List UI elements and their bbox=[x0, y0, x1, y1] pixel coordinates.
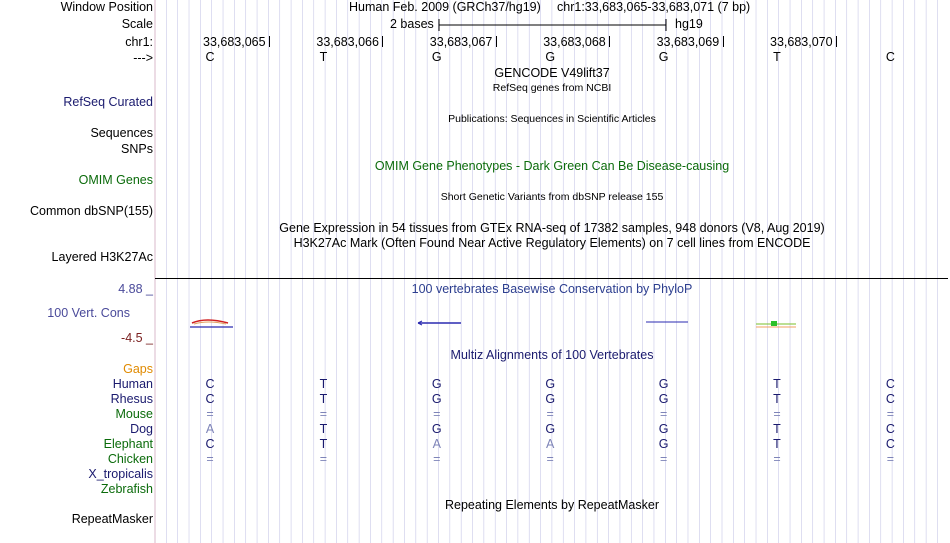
species-label-rhesus[interactable]: Rhesus bbox=[110, 392, 153, 406]
alignment-base: T bbox=[319, 437, 328, 451]
reference-base: C bbox=[885, 50, 895, 64]
sequences-label[interactable]: Sequences bbox=[90, 126, 153, 140]
alignment-base: G bbox=[431, 377, 442, 391]
coordinate-tick bbox=[496, 36, 497, 47]
coordinate-tick-label: 33,683,065 bbox=[203, 35, 266, 49]
dbsnp-track-title: Short Genetic Variants from dbSNP release 155 bbox=[440, 191, 664, 203]
alignment-base: = bbox=[659, 452, 668, 466]
publications-track-title: Publications: Sequences in Scientific Articles bbox=[448, 113, 656, 125]
refseq-curated-label[interactable]: RefSeq Curated bbox=[63, 95, 153, 109]
phylop-max-label: 4.88 _ bbox=[118, 282, 153, 296]
scale-bar bbox=[438, 18, 668, 32]
reference-base: G bbox=[545, 50, 556, 64]
reference-base: C bbox=[205, 50, 215, 64]
alignment-base: G bbox=[658, 392, 669, 406]
alignment-base: A bbox=[546, 437, 555, 451]
scale-db: hg19 bbox=[675, 17, 703, 31]
alignment-base: T bbox=[773, 437, 781, 451]
omim-track-title: OMIM Gene Phenotypes - Dark Green Can Be Disease-causing bbox=[374, 159, 730, 173]
coordinate-tick bbox=[269, 36, 270, 47]
alignment-base: T bbox=[319, 377, 328, 391]
alignment-base: T bbox=[319, 422, 328, 436]
alignment-base: T bbox=[773, 377, 781, 391]
alignment-base: G bbox=[545, 377, 556, 391]
coordinate-tick bbox=[382, 36, 383, 47]
species-label-chicken[interactable]: Chicken bbox=[107, 452, 153, 466]
alignment-base: = bbox=[659, 407, 668, 421]
alignment-base: = bbox=[773, 407, 781, 421]
alignment-base: T bbox=[319, 392, 328, 406]
species-label-human[interactable]: Human bbox=[112, 377, 153, 391]
common-dbsnp-label[interactable]: Common dbSNP(155) bbox=[30, 204, 153, 218]
alignment-base: T bbox=[773, 422, 781, 436]
alignment-base: = bbox=[546, 407, 554, 421]
alignment-base: C bbox=[205, 392, 215, 406]
strand-label[interactable]: ---> bbox=[133, 51, 153, 65]
scale-text: 2 bases bbox=[390, 17, 434, 31]
coordinate-tick-label: 33,683,069 bbox=[656, 35, 720, 49]
omim-genes-label[interactable]: OMIM Genes bbox=[78, 173, 153, 187]
alignment-base: = bbox=[433, 407, 441, 421]
alignment-base: G bbox=[431, 392, 442, 406]
alignment-base: = bbox=[546, 452, 554, 466]
coordinate-tick bbox=[723, 36, 724, 47]
gtex-track-title: Gene Expression in 54 tissues from GTEx RNA-seq of 17382 samples, 948 donors (V8, Aug 2019) bbox=[279, 221, 825, 235]
coordinate-tick bbox=[836, 36, 837, 47]
coordinate-tick-label: 33,683,070 bbox=[770, 35, 833, 49]
coordinate-tick bbox=[609, 36, 610, 47]
repeatmasker-track-title: Repeating Elements by RepeatMasker bbox=[444, 498, 660, 512]
gencode-track-title[interactable]: GENCODE V49lift37 bbox=[494, 66, 610, 80]
snps-label[interactable]: SNPs bbox=[121, 142, 153, 156]
alignment-base: C bbox=[885, 392, 895, 406]
multiz-track-title: Multiz Alignments of 100 Vertebrates bbox=[450, 348, 654, 362]
phylop-wiggle-plot bbox=[156, 314, 948, 334]
assembly-label: Human Feb. 2009 (GRCh37/hg19) bbox=[349, 0, 541, 14]
coordinate-tick-label: 33,683,068 bbox=[543, 35, 606, 49]
refseq-track-subtitle: RefSeq genes from NCBI bbox=[492, 82, 612, 94]
chrom-label: chr1: bbox=[125, 35, 153, 49]
species-label-dog[interactable]: Dog bbox=[130, 422, 153, 436]
scale-label: Scale bbox=[121, 17, 153, 31]
alignment-base: C bbox=[205, 377, 215, 391]
alignment-base: = bbox=[319, 407, 328, 421]
gaps-label[interactable]: Gaps bbox=[123, 362, 153, 376]
species-label-elephant[interactable]: Elephant bbox=[103, 437, 153, 451]
phylop-track-label[interactable]: 100 Vert. Cons bbox=[47, 306, 130, 320]
alignment-base: G bbox=[658, 437, 669, 451]
coordinate-tick-label: 33,683,067 bbox=[429, 35, 493, 49]
alignment-base: = bbox=[886, 452, 895, 466]
alignment-base: = bbox=[206, 452, 214, 466]
track-divider bbox=[155, 278, 948, 279]
alignment-base: C bbox=[885, 377, 895, 391]
alignment-base: = bbox=[206, 407, 214, 421]
alignment-base: T bbox=[773, 392, 781, 406]
alignment-base: G bbox=[431, 422, 442, 436]
reference-base: T bbox=[319, 50, 328, 64]
alignment-base: = bbox=[773, 452, 781, 466]
alignment-base: G bbox=[658, 377, 669, 391]
reference-base: G bbox=[431, 50, 442, 64]
species-label-x_tropicalis[interactable]: X_tropicalis bbox=[88, 467, 153, 481]
repeatmasker-label[interactable]: RepeatMasker bbox=[71, 512, 153, 526]
alignment-base: = bbox=[433, 452, 441, 466]
phylop-track-title: 100 vertebrates Basewise Conservation by PhyloP bbox=[411, 282, 693, 296]
species-label-mouse[interactable]: Mouse bbox=[115, 407, 153, 421]
alignment-base: = bbox=[319, 452, 328, 466]
alignment-base: G bbox=[545, 392, 556, 406]
window-position-label: Window Position bbox=[60, 0, 153, 14]
alignment-base: C bbox=[885, 437, 895, 451]
position-readout[interactable]: chr1:33,683,065-33,683,071 (7 bp) bbox=[557, 0, 751, 14]
alignment-base: A bbox=[205, 422, 215, 436]
alignment-base: = bbox=[886, 407, 895, 421]
layered-h3k27ac-label[interactable]: Layered H3K27Ac bbox=[51, 250, 153, 264]
species-label-zebrafish[interactable]: Zebrafish bbox=[100, 482, 153, 496]
h3k27ac-track-title: H3K27Ac Mark (Often Found Near Active Regulatory Elements) on 7 cell lines from ENCODE bbox=[293, 236, 811, 250]
reference-base: T bbox=[773, 50, 781, 64]
phylop-min-label: -4.5 _ bbox=[121, 331, 153, 345]
alignment-base: C bbox=[205, 437, 215, 451]
reference-base: G bbox=[658, 50, 669, 64]
alignment-base: A bbox=[432, 437, 441, 451]
coordinate-tick-label: 33,683,066 bbox=[316, 35, 379, 49]
alignment-base: G bbox=[658, 422, 669, 436]
alignment-base: C bbox=[885, 422, 895, 436]
alignment-base: G bbox=[545, 422, 556, 436]
